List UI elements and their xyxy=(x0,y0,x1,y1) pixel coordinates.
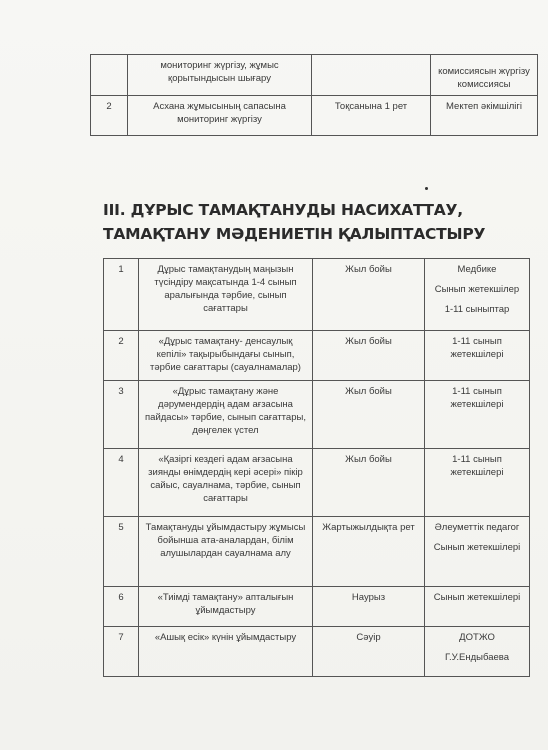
section-heading: III. ДҰРЫС ТАМАҚТАНУДЫ НАСИХАТТАУ, ТАМАҚТАНУ МӘДЕНИЕТІН ҚАЛЫПТАСТЫРУ xyxy=(103,201,486,243)
row-number: 1 xyxy=(104,259,139,331)
responsible-line: 1-11 сынып жетекшілері xyxy=(450,386,504,410)
row-number: 7 xyxy=(104,627,139,677)
task-cell: мониторинг жүргізу, жұмыс қорытындысын шығару xyxy=(128,55,312,96)
responsible-line: Сынып жетекшілері xyxy=(433,542,521,553)
row-number: 4 xyxy=(104,449,139,517)
time-cell: Сәуір xyxy=(313,627,425,677)
table-row xyxy=(91,55,538,96)
task-cell: «Ашық есік» күнін ұйымдастыру xyxy=(139,627,313,677)
ink-dot xyxy=(425,187,428,190)
time-cell: Жыл бойы xyxy=(313,381,425,449)
responsible-cell: Мектеп әкімшілігі xyxy=(431,96,538,136)
time-cell: Жыл бойы xyxy=(313,259,425,331)
responsible-cell: комиссиясын жүргізу комиссиясы xyxy=(431,55,538,96)
table-row xyxy=(104,517,530,587)
responsible-line: ДОТЖО xyxy=(459,632,495,643)
time-cell: Наурыз xyxy=(313,587,425,627)
table-row xyxy=(104,331,530,381)
row-number: 3 xyxy=(104,381,139,449)
responsible-line: Сынып жетекшілері xyxy=(433,592,521,603)
top-table xyxy=(90,54,538,136)
task-cell: «Қазіргі кездегі адам ағзасына зиянды өнімдердің кері әсері» пікір сайыс, сауалнама, тәрбие, сынып сағаттары xyxy=(139,449,313,517)
task-cell: Дұрыс тамақтанудың маңызын түсіндіру мақсатында 1-4 сынып аралығында тәрбие, сынып сағаттары xyxy=(139,259,313,331)
responsible-line: 1-11 сыныптар xyxy=(444,304,510,315)
row-number xyxy=(91,55,128,96)
table-row xyxy=(91,96,538,136)
task-cell: «Дұрыс тамақтану және дәрумендердің адам ағзасына пайдасы» тәрбие, сынып сағаттары, дөңгелек үстел xyxy=(139,381,313,449)
responsible-cell xyxy=(425,331,530,381)
row-number: 2 xyxy=(104,331,139,381)
table-row xyxy=(104,627,530,677)
time-cell: Жыл бойы xyxy=(313,449,425,517)
responsible-cell xyxy=(425,517,530,587)
task-cell: Тамақтануды ұйымдастыру жұмысы бойынша ата-аналардан, білім алушылардан сауалнама алу xyxy=(139,517,313,587)
responsible-cell xyxy=(425,587,530,627)
responsible-line: Г.У.Ендыбаева xyxy=(444,652,509,663)
main-table xyxy=(103,258,530,677)
time-cell: Тоқсанына 1 рет xyxy=(312,96,431,136)
responsible-cell xyxy=(425,449,530,517)
row-number: 5 xyxy=(104,517,139,587)
responsible-line: Әлеуметтік педагог xyxy=(434,522,520,533)
responsible-line: 1-11 сынып жетекшілері xyxy=(450,336,504,360)
table-row xyxy=(104,449,530,517)
task-cell: «Тиімді тамақтану» апталығын ұйымдастыру xyxy=(139,587,313,627)
responsible-line: Медбике xyxy=(457,264,497,275)
row-number: 6 xyxy=(104,587,139,627)
table-row xyxy=(104,259,530,331)
table-row xyxy=(104,587,530,627)
table-row xyxy=(104,381,530,449)
responsible-line: 1-11 сынып жетекшілері xyxy=(450,454,504,478)
responsible-cell xyxy=(425,627,530,677)
row-number: 2 xyxy=(91,96,128,136)
task-cell: «Дұрыс тамақтану- денсаулық кепілі» тақырыбындағы сынып, тәрбие сағаттары (сауалнамалар) xyxy=(139,331,313,381)
time-cell: Жартыжылдықта рет xyxy=(313,517,425,587)
responsible-cell xyxy=(425,259,530,331)
time-cell: Жыл бойы xyxy=(313,331,425,381)
time-cell xyxy=(312,55,431,96)
responsible-cell xyxy=(425,381,530,449)
responsible-line: Сынып жетекшілер xyxy=(434,284,520,295)
task-cell: Асхана жұмысының сапасына мониторинг жүргізу xyxy=(128,96,312,136)
